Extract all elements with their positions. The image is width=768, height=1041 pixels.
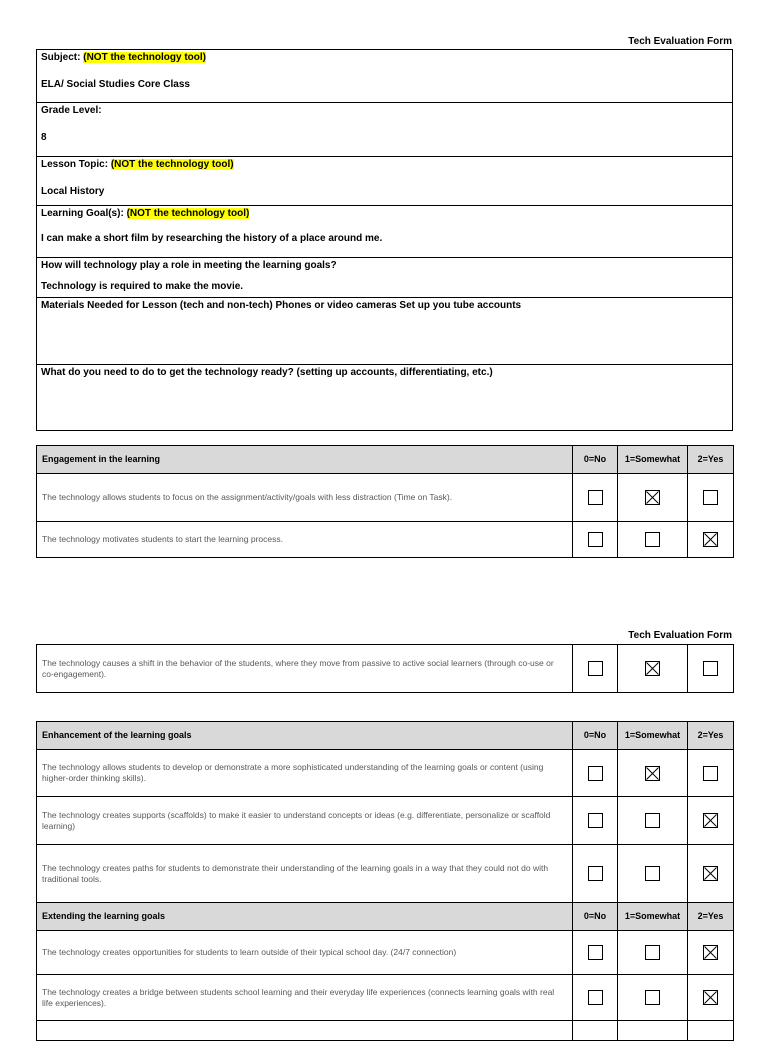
checkbox-somewhat[interactable]: [645, 990, 660, 1005]
score-header-no: 0=No: [573, 903, 618, 931]
tech-ready-block: [37, 364, 732, 430]
criterion-text: The technology creates a bridge between students school learning and their everyday life experiences (connects learning goals with real life experiences).: [37, 975, 573, 1021]
grade-level-block: [37, 102, 732, 156]
criterion-text: The technology motivates students to start the learning process.: [37, 522, 573, 558]
lesson-info-table: [36, 49, 733, 431]
lesson-topic-block: [37, 156, 732, 205]
score-header-somewhat: 1=Somewhat: [618, 903, 688, 931]
criterion-text: The technology creates opportunities for students to learn outside of their typical school day. (24/7 connection): [37, 931, 573, 975]
checkbox-yes[interactable]: [703, 945, 718, 960]
score-header-yes: 2=Yes: [688, 446, 734, 474]
table-row: [37, 797, 734, 845]
checkbox-yes[interactable]: [703, 990, 718, 1005]
checkbox-no[interactable]: [588, 532, 603, 547]
checkbox-somewhat[interactable]: [645, 866, 660, 881]
enhancement-table: [36, 721, 734, 1041]
learning-goals-label: Learning Goal(s):: [41, 208, 124, 219]
tech-role-answer: Technology is required to make the movie.: [41, 281, 244, 292]
form-title: Tech Evaluation Form: [628, 630, 732, 641]
lesson-topic-value: Local History: [41, 186, 105, 197]
checkbox-somewhat[interactable]: [645, 766, 660, 781]
criterion-text: The technology creates paths for students to demonstrate their understanding of the learning goals in a way that they could not do with traditional tools.: [37, 845, 573, 903]
materials-block: [37, 297, 732, 364]
form-title: Tech Evaluation Form: [628, 36, 732, 47]
checkbox-no[interactable]: [588, 813, 603, 828]
lesson-topic-note: (NOT the technology tool): [110, 159, 234, 170]
table-row: [37, 474, 734, 522]
engagement-continued-table: [36, 644, 734, 693]
engagement-heading: Engagement in the learning: [37, 446, 573, 474]
score-header-somewhat: 1=Somewhat: [618, 722, 688, 750]
checkbox-no[interactable]: [588, 945, 603, 960]
score-header-no: 0=No: [573, 446, 618, 474]
learning-goals-block: [37, 205, 732, 257]
checkbox-somewhat[interactable]: [645, 532, 660, 547]
checkbox-yes[interactable]: [703, 490, 718, 505]
checkbox-yes[interactable]: [703, 813, 718, 828]
table-row: [37, 522, 734, 558]
tech-ready-text: What do you need to do to get the technology ready? (setting up accounts, differentiating, etc.): [41, 367, 493, 378]
score-header-somewhat: 1=Somewhat: [618, 446, 688, 474]
criterion-text: The technology causes a shift in the behavior of the students, where they move from passive to active social learners (through co-use or co-engagement).: [37, 645, 573, 693]
subject-label: Subject:: [41, 52, 81, 63]
checkbox-no[interactable]: [588, 766, 603, 781]
checkbox-yes[interactable]: [703, 866, 718, 881]
criterion-text: The technology allows students to develop or demonstrate a more sophisticated understanding of the learning goals or content (using higher-order thinking skills).: [37, 750, 573, 797]
checkbox-somewhat[interactable]: [645, 813, 660, 828]
checkbox-no[interactable]: [588, 990, 603, 1005]
checkbox-no[interactable]: [588, 490, 603, 505]
checkbox-somewhat[interactable]: [645, 661, 660, 676]
score-header-no: 0=No: [573, 722, 618, 750]
engagement-header-row: [37, 446, 734, 474]
materials-text: Materials Needed for Lesson (tech and non-tech) Phones or video cameras Set up you tube accounts: [41, 300, 522, 311]
enhancement-header-row: [37, 722, 734, 750]
learning-goals-note: (NOT the technology tool): [126, 208, 250, 219]
grade-level-label: Grade Level:: [41, 105, 102, 116]
criterion-text: The technology creates supports (scaffolds) to make it easier to understand concepts or ideas (e.g. differentiate, personalize or scaffold learning): [37, 797, 573, 845]
score-header-yes: 2=Yes: [688, 722, 734, 750]
checkbox-yes[interactable]: [703, 766, 718, 781]
checkbox-no[interactable]: [588, 661, 603, 676]
criterion-text: The technology allows students to focus on the assignment/activity/goals with less distraction (Time on Task).: [37, 474, 573, 522]
enhancement-heading: Enhancement of the learning goals: [37, 722, 573, 750]
subject-value: ELA/ Social Studies Core Class: [41, 79, 190, 90]
grade-level-value: 8: [41, 132, 47, 143]
checkbox-yes[interactable]: [703, 532, 718, 547]
tech-role-question: How will technology play a role in meeting the learning goals?: [41, 260, 337, 271]
subject-block: [37, 50, 732, 102]
table-row: [37, 975, 734, 1021]
subject-note: (NOT the technology tool): [83, 52, 206, 63]
engagement-table: [36, 445, 734, 558]
learning-goals-value: I can make a short film by researching the history of a place around me.: [41, 233, 383, 244]
table-row: [37, 845, 734, 903]
table-row: [37, 645, 734, 693]
checkbox-no[interactable]: [588, 866, 603, 881]
extending-heading: Extending the learning goals: [37, 903, 573, 931]
checkbox-somewhat[interactable]: [645, 945, 660, 960]
extending-header-row: [37, 903, 734, 931]
table-row: [37, 750, 734, 797]
score-header-yes: 2=Yes: [688, 903, 734, 931]
lesson-topic-label: Lesson Topic:: [41, 159, 109, 170]
table-row: [37, 931, 734, 975]
tech-role-block: [37, 257, 732, 297]
checkbox-yes[interactable]: [703, 661, 718, 676]
checkbox-somewhat[interactable]: [645, 490, 660, 505]
